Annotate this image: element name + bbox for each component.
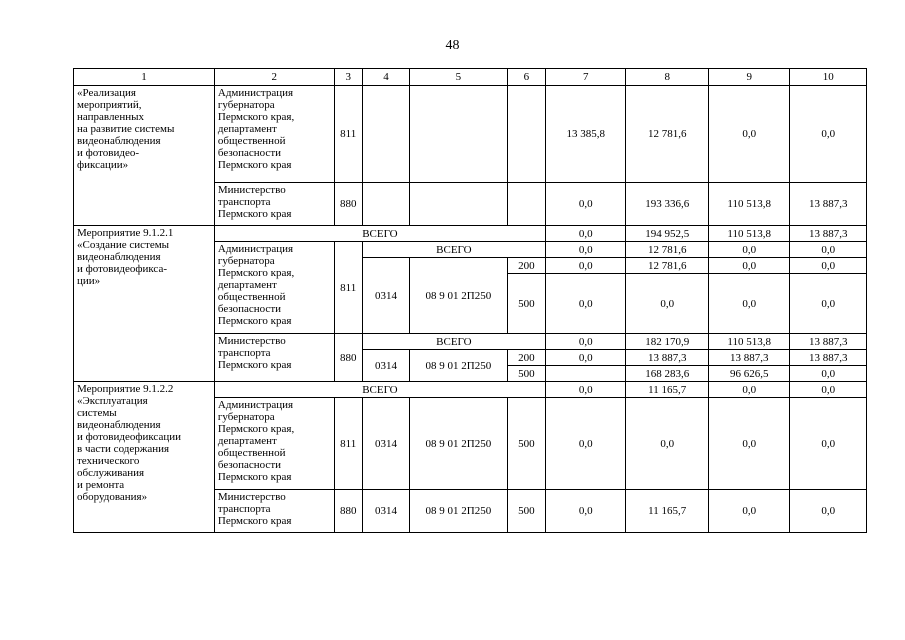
executor-cell <box>214 242 334 334</box>
value-cell: 193 336,6 <box>626 183 709 226</box>
header-cell: 8 <box>626 69 709 86</box>
total-label: ВСЕГО <box>362 242 545 258</box>
value-cell: 11 165,7 <box>626 382 709 398</box>
activity-name-cell <box>74 86 215 226</box>
executor-cell <box>214 398 334 490</box>
text-line: оборудования» <box>77 491 148 503</box>
value-cell: 0,0 <box>708 242 790 258</box>
text-line: Министерство <box>217 491 286 503</box>
text-line: губернатора <box>217 255 275 267</box>
header-cell: 5 <box>410 69 508 86</box>
value-cell: 0,0 <box>545 183 626 226</box>
value-cell: 13 385,8 <box>545 86 626 183</box>
value-cell: 0,0 <box>545 382 626 398</box>
table-row <box>74 382 867 398</box>
value-cell: 0,0 <box>626 398 709 490</box>
value-cell: 12 781,6 <box>626 86 709 183</box>
value-cell: 13 887,3 <box>790 334 867 350</box>
code-cell: 200 <box>507 258 545 274</box>
value-cell: 11 165,7 <box>626 490 709 533</box>
value-cell: 0,0 <box>790 366 867 382</box>
executor-cell <box>214 86 334 183</box>
page-number: 48 <box>445 38 460 53</box>
text-line: системы <box>77 407 117 419</box>
text-line: безопасности <box>217 303 282 315</box>
value-cell: 13 887,3 <box>626 350 709 366</box>
text-line: и фотовидеофикса- <box>77 263 167 275</box>
value-cell: 0,0 <box>545 258 626 274</box>
text-line: департамент <box>217 123 277 135</box>
text-line: обслуживания <box>77 467 145 479</box>
code-cell: 0314 <box>362 398 409 490</box>
text-line: безопасности <box>217 459 282 471</box>
text-line: губернатора <box>217 99 275 111</box>
text-line: Пермского края, <box>217 111 295 123</box>
code-cell: 811 <box>334 242 362 334</box>
value-cell: 13 887,3 <box>790 226 867 242</box>
text-line: Пермского края <box>217 315 292 327</box>
code-cell: 880 <box>334 490 362 533</box>
value-cell: 0,0 <box>545 398 626 490</box>
table-row <box>74 226 867 242</box>
empty-cell <box>507 183 545 226</box>
text-line: видеонаблюдения <box>77 135 161 147</box>
text-line: технического <box>77 455 140 467</box>
value-cell: 110 513,8 <box>708 334 790 350</box>
empty-cell <box>410 183 508 226</box>
code-cell: 08 9 01 2П250 <box>410 258 508 334</box>
value-cell: 12 781,6 <box>626 258 709 274</box>
text-line: Пермского края <box>217 359 292 371</box>
text-line: департамент <box>217 279 277 291</box>
value-cell: 0,0 <box>545 350 626 366</box>
budget-table <box>73 68 867 533</box>
total-label: ВСЕГО <box>214 226 545 242</box>
header-cell: 1 <box>74 69 215 86</box>
value-cell: 168 283,6 <box>626 366 709 382</box>
value-cell: 0,0 <box>708 490 790 533</box>
table-row <box>74 86 867 183</box>
text-line: Пермского края <box>217 159 292 171</box>
text-line: Пермского края <box>217 471 292 483</box>
empty-cell <box>507 86 545 183</box>
value-cell: 0,0 <box>708 258 790 274</box>
text-line: Пермского края <box>217 515 292 527</box>
value-cell: 110 513,8 <box>708 183 790 226</box>
text-line: Министерство <box>217 335 286 347</box>
value-cell: 0,0 <box>790 274 867 334</box>
value-cell: 182 170,9 <box>626 334 709 350</box>
text-line: Пермского края, <box>217 423 295 435</box>
text-line: Администрация <box>217 399 294 411</box>
empty-cell <box>362 86 409 183</box>
value-cell: 0,0 <box>708 382 790 398</box>
code-cell: 880 <box>334 334 362 382</box>
text-line: транспорта <box>217 196 271 208</box>
header-cell: 7 <box>545 69 626 86</box>
empty-cell <box>362 183 409 226</box>
header-row <box>74 69 867 86</box>
value-cell: 0,0 <box>790 490 867 533</box>
text-line: на развитие системы <box>77 123 175 135</box>
text-line: мероприятий, <box>77 99 142 111</box>
value-cell: 0,0 <box>626 274 709 334</box>
value-cell: 0,0 <box>790 86 867 183</box>
text-line: департамент <box>217 435 277 447</box>
text-line: Администрация <box>217 243 294 255</box>
text-line: фиксации» <box>77 159 129 171</box>
code-cell: 500 <box>507 274 545 334</box>
header-cell: 2 <box>214 69 334 86</box>
value-cell: 13 887,3 <box>708 350 790 366</box>
value-cell: 13 887,3 <box>790 183 867 226</box>
text-line: общественной <box>217 135 286 147</box>
text-line: и фотовидеофиксации <box>77 431 181 443</box>
text-line: Пермского края, <box>217 267 295 279</box>
header-cell: 10 <box>790 69 867 86</box>
code-cell: 500 <box>507 398 545 490</box>
text-line: безопасности <box>217 147 282 159</box>
code-cell: 08 9 01 2П250 <box>410 398 508 490</box>
text-line: в части содержания <box>77 443 170 455</box>
activity-name-cell <box>74 382 215 533</box>
value-cell: 0,0 <box>545 242 626 258</box>
value-cell: 96 626,5 <box>708 366 790 382</box>
value-cell: 0,0 <box>790 382 867 398</box>
value-cell: 0,0 <box>708 274 790 334</box>
text-line: «Реализация <box>77 87 136 99</box>
value-cell: 13 887,3 <box>790 350 867 366</box>
value-cell: 0,0 <box>708 398 790 490</box>
value-cell: 194 952,5 <box>626 226 709 242</box>
text-line: губернатора <box>217 411 275 423</box>
text-line: ции» <box>77 275 101 287</box>
code-cell: 0314 <box>362 258 409 334</box>
code-cell: 200 <box>507 350 545 366</box>
text-line: транспорта <box>217 347 271 359</box>
empty-cell <box>410 86 508 183</box>
code-cell: 0314 <box>362 350 409 382</box>
value-cell: 0,0 <box>545 226 626 242</box>
text-line: и ремонта <box>77 479 125 491</box>
code-cell: 811 <box>334 86 362 183</box>
code-cell: 500 <box>507 490 545 533</box>
executor-cell <box>214 334 334 382</box>
text-line: Пермского края <box>217 208 292 220</box>
text-line: транспорта <box>217 503 271 515</box>
text-line: Мероприятие 9.1.2.1 <box>77 227 174 239</box>
text-line: направленных <box>77 111 144 123</box>
text-line: Министерство <box>217 184 286 196</box>
executor-cell <box>214 490 334 533</box>
header-cell: 6 <box>507 69 545 86</box>
text-line: и фотовидео- <box>77 147 140 159</box>
value-cell: 0,0 <box>708 86 790 183</box>
header-cell: 3 <box>334 69 362 86</box>
text-line: Мероприятие 9.1.2.2 <box>77 383 174 395</box>
value-cell: 0,0 <box>545 334 626 350</box>
code-cell: 08 9 01 2П250 <box>410 350 508 382</box>
text-line: Администрация <box>217 87 294 99</box>
code-cell: 0314 <box>362 490 409 533</box>
value-cell: 0,0 <box>790 242 867 258</box>
executor-cell <box>214 183 334 226</box>
header-cell: 9 <box>708 69 790 86</box>
value-cell: 110 513,8 <box>708 226 790 242</box>
value-cell: 0,0 <box>545 274 626 334</box>
total-label: ВСЕГО <box>214 382 545 398</box>
code-cell: 500 <box>507 366 545 382</box>
value-cell: 0,0 <box>545 490 626 533</box>
value-cell <box>545 366 626 382</box>
total-label: ВСЕГО <box>362 334 545 350</box>
code-cell: 811 <box>334 398 362 490</box>
text-line: видеонаблюдения <box>77 251 161 263</box>
text-line: общественной <box>217 447 286 459</box>
value-cell: 12 781,6 <box>626 242 709 258</box>
value-cell: 0,0 <box>790 398 867 490</box>
value-cell: 0,0 <box>790 258 867 274</box>
text-line: «Эксплуатация <box>77 395 148 407</box>
activity-name-cell <box>74 226 215 382</box>
text-line: общественной <box>217 291 286 303</box>
code-cell: 880 <box>334 183 362 226</box>
text-line: «Создание системы <box>77 239 170 251</box>
code-cell: 08 9 01 2П250 <box>410 490 508 533</box>
header-cell: 4 <box>362 69 409 86</box>
text-line: видеонаблюдения <box>77 419 161 431</box>
